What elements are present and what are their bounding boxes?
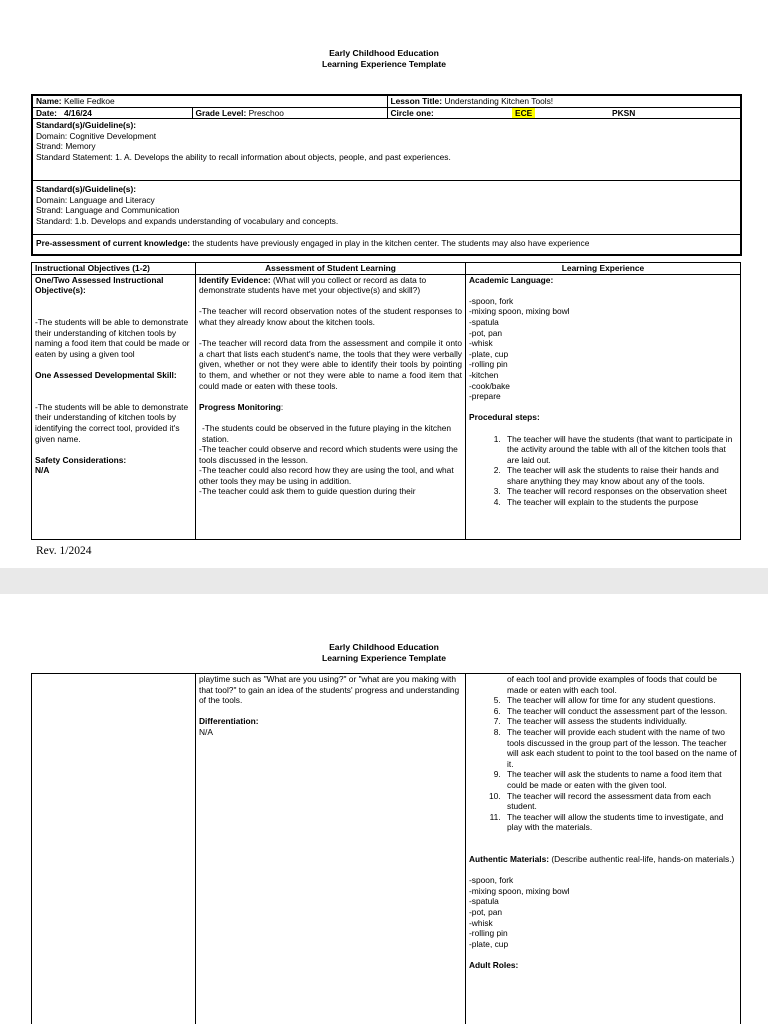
name-value: Kellie Fedkoe <box>63 96 115 106</box>
procedural-step: 8. The teacher will provide each student with the name of two tools discussed in the group part of the lesson. The teacher will ask each student to point to the tool based on the name of it. <box>503 727 737 769</box>
safety-text: N/A <box>35 465 50 476</box>
vocab-item: -prepare <box>469 391 501 402</box>
vocab-item: -rolling pin <box>469 359 508 370</box>
authentic-materials-label: Authentic Materials: <box>469 854 550 865</box>
authentic-materials-note: (Describe authentic real-life, hands-on materials.) <box>551 854 735 865</box>
evidence-text: (What will you collect or record as data to demonstrate students have met your objective(s) and skill?) <box>199 274 427 296</box>
material-item: -spatula <box>469 896 499 907</box>
differentiation-text: N/A <box>199 726 213 737</box>
header-line-2: Learning Experience Template <box>321 653 446 663</box>
procedural-step: 11. The teacher will allow the students time to investigate, and play with the materials. <box>503 812 737 833</box>
assessment-para-1: -The teacher will record observation notes of the student responses to what they already know about the kitchen tools. <box>199 306 462 327</box>
progress-item-4-continued: playtime such as "What are you using?" or "what are you making with that tool?" to gain an idea of the students' progress and understanding of the tools. <box>199 674 460 706</box>
progress-item-3: -The teacher could also record how they are using the tool, and what other tools they may be using in addition. <box>199 465 454 486</box>
preassessment-text: the students have previously engaged in play in the kitchen center. The students may also have experience <box>192 238 590 249</box>
material-item: -spoon, fork <box>469 875 514 886</box>
circle-option-ece: ECE <box>512 108 535 118</box>
progress-monitoring-label: Progress Monitoring <box>199 401 281 412</box>
standard-2-domain: Domain: Language and Literacy <box>36 194 155 205</box>
preassessment-row <box>32 235 741 256</box>
objectives-cell-continued <box>32 674 196 1024</box>
differentiation-label: Differentiation: <box>199 716 259 727</box>
objective-2-text: -The students will be able to demonstrate their understanding of kitchen tools by identifying the correct tool, provided it's given name. <box>35 401 189 444</box>
objectives-heading-2: One Assessed Developmental Skill: <box>35 369 177 380</box>
info-table <box>31 94 742 256</box>
evidence-label: Identify Evidence: <box>199 274 271 285</box>
material-item: -rolling pin <box>469 928 508 939</box>
standard-2-statement: Standard: 1.b. Develops and expands understanding of vocabulary and concepts. <box>36 215 339 226</box>
materials-list <box>469 875 737 949</box>
material-item: -mixing spoon, mixing bowl <box>469 885 570 896</box>
progress-item-4: -The teacher could ask them to guide question during their <box>199 486 416 497</box>
standard-1-statement: Standard Statement: 1. A. Develops the ability to recall information about objects, people, and past experiences. <box>36 151 451 162</box>
date-cell: Date: 4/16/24 <box>32 107 192 119</box>
content-row-page-1 <box>32 274 741 539</box>
vocab-item: -spatula <box>469 316 499 327</box>
column-header-row <box>32 263 741 275</box>
circle-option-pksn: PKSN <box>612 107 636 118</box>
col-header-assessment: Assessment of Student Learning <box>196 263 466 275</box>
document-header <box>0 48 768 70</box>
document-header-page-2 <box>0 642 768 664</box>
procedural-step-4-continued: of each tool and provide examples of foods that could be made or eaten with each tool. <box>507 674 717 695</box>
lesson-title-value: Understanding Kitchen Tools! <box>444 96 554 106</box>
procedural-step: 1. The teacher will have the students (that want to participate in the activity around the table with all of the kitchen tools that are laid out. <box>503 434 737 466</box>
lesson-title-cell: Lesson Title: Understanding Kitchen Tools! <box>387 95 741 107</box>
circle-option-pksn-cell <box>609 107 741 119</box>
standard-1-heading: Standard(s)/Guideline(s): <box>36 120 137 131</box>
material-item: -plate, cup <box>469 938 509 949</box>
standard-2-row <box>32 181 741 235</box>
circle-option-ece-cell <box>509 107 609 119</box>
date-row <box>32 107 741 119</box>
lesson-table-page-1 <box>31 262 741 540</box>
vocab-item: -spoon, fork <box>469 295 514 306</box>
standard-2-strand: Strand: Language and Communication <box>36 205 180 216</box>
academic-language-label: Academic Language: <box>469 274 554 285</box>
procedural-steps-list-page-1 <box>469 434 737 508</box>
procedural-steps-list-page-2 <box>469 695 737 833</box>
revision-note: Rev. 1/2024 <box>36 545 92 557</box>
standard-1-row <box>32 119 741 181</box>
name-row <box>32 95 741 107</box>
standard-1-strand: Strand: Memory <box>36 141 96 152</box>
grade-value: Preschoo <box>248 107 284 118</box>
procedural-step: 10. The teacher will record the assessment data from each student. <box>503 791 737 812</box>
experience-cell-continued <box>466 674 741 1024</box>
procedural-step: 7. The teacher will assess the students individually. <box>503 716 737 727</box>
vocab-item: -cook/bake <box>469 380 510 391</box>
name-cell: Name: Kellie Fedkoe <box>32 95 387 107</box>
adult-roles-label: Adult Roles: <box>469 960 519 971</box>
progress-item-2: -The teacher could observe and record which students were using the tools discussed in the lesson. <box>199 444 458 465</box>
procedural-step: 3. The teacher will record responses on the observation sheet <box>503 486 737 497</box>
header-line-2: Learning Experience Template <box>321 59 446 69</box>
vocab-list <box>469 296 737 402</box>
procedural-step: 9. The teacher will ask the students to name a food item that could be made or eaten with the given tool. <box>503 769 737 790</box>
vocab-item: -pot, pan <box>469 327 503 338</box>
vocab-item: -plate, cup <box>469 348 509 359</box>
header-line-1: Early Childhood Education <box>329 48 439 58</box>
assessment-cell: Identify Evidence: (What will you collect or record as data to demonstrate students have met your objective(s) and skill?) -The teacher will record observation notes of the student responses to what they already know about the kitchen tools. -The teacher will record data from the assessment and compile it onto a chart that lists each student's name, the tools that they were verbally given, whether or not they were able to identify their tools by pointing to them, and whether or not they were able to name a food item that could made or eaten with these tools. Progress Monitoring: -The students could be observed in the future playing in the kitchen station. -The teacher could observe and record which students were using the tools discussed in the lesson. -The teacher could also record how they are using the tool, and what other tools they may be using in addition. -The teacher could ask them to guide question during their <box>196 274 466 539</box>
vocab-item: -whisk <box>469 338 493 349</box>
procedural-step: 6. The teacher will conduct the assessment part of the lesson. <box>503 706 737 717</box>
preassessment-cell <box>32 235 741 256</box>
material-item: -whisk <box>469 917 493 928</box>
assessment-cell-continued <box>196 674 466 1024</box>
standard-1-domain: Domain: Cognitive Development <box>36 130 157 141</box>
procedural-step: 2. The teacher will ask the students to raise their hands and share anything they may know about any of the tools. <box>503 465 737 486</box>
objective-1-text: -The students will be able to demonstrate their understanding of kitchen tools by naming a food item that could be made or eaten by using a given tool <box>35 316 190 359</box>
objectives-heading-1: One/Two Assessed Instructional Objective(s): <box>35 274 164 296</box>
col-header-experience: Learning Experience <box>466 263 741 275</box>
experience-cell <box>466 274 741 539</box>
page-2 <box>0 594 768 1024</box>
material-item: -pot, pan <box>469 907 503 918</box>
procedural-step: 5. The teacher will allow for time for any student questions. <box>503 695 737 706</box>
circle-label-cell: Circle one: <box>387 107 509 119</box>
content-row-page-2 <box>32 674 741 1024</box>
date-value: 4/16/24 <box>63 107 92 118</box>
assessment-para-2: -The teacher will record data from the assessment and compile it onto a chart that lists each student's name, the tools that they were verbally given, whether or not they were able to identify their tools by pointing to them, and whether or not they were able to name a food item that could made or eaten with these tools. <box>199 338 462 391</box>
vocab-item: -mixing spoon, mixing bowl <box>469 306 570 317</box>
procedural-step: 4. The teacher will explain to the students the purpose <box>503 497 737 508</box>
standard-2-cell <box>32 181 741 235</box>
procedural-steps-label: Procedural steps: <box>469 412 540 423</box>
col-header-objectives: Instructional Objectives (1-2) <box>32 263 196 275</box>
standard-1-cell <box>32 119 741 181</box>
objectives-cell <box>32 274 196 539</box>
header-line-1: Early Childhood Education <box>329 642 439 652</box>
grade-cell: Grade Level: Preschoo <box>192 107 387 119</box>
standard-2-heading: Standard(s)/Guideline(s): <box>36 184 137 195</box>
preassessment-label: Pre-assessment of current knowledge: <box>36 238 191 249</box>
vocab-item: -kitchen <box>469 369 499 380</box>
progress-item-1: -The students could be observed in the future playing in the kitchen station. <box>202 422 452 444</box>
safety-heading: Safety Considerations: <box>35 454 127 465</box>
lesson-table-page-2 <box>31 673 741 1024</box>
